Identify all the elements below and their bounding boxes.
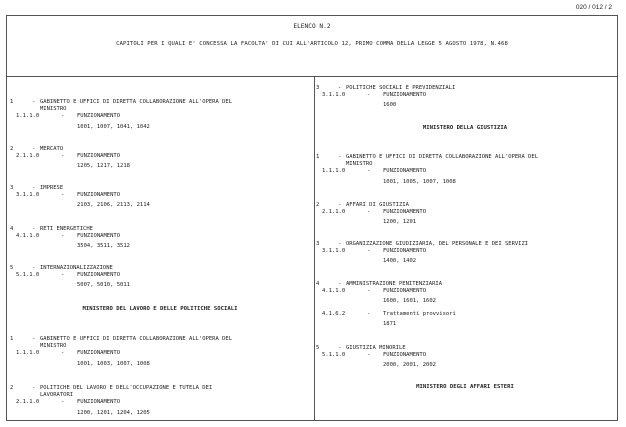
section-number: 4 [316, 281, 320, 287]
item-code: 5.1.1.0 [16, 272, 40, 279]
section-title-continued: LAVORATORI [40, 392, 74, 399]
section-number: 1 [10, 336, 14, 342]
item-code: 4.1.1.0 [322, 288, 346, 295]
chapter-section: 5 - INTERNAZIONALIZZAZIONE 5.1.1.0 - FUNZIONAMENTO 5007, 5010, 5011 [10, 265, 310, 290]
section-title-continued: MINISTRO [40, 106, 67, 113]
section-title: IMPRESE [40, 185, 64, 191]
section-number: 2 [316, 202, 320, 208]
chapter-values: 5007, 5010, 5011 [77, 282, 130, 289]
item-label: FUNZIONAMENTO [383, 168, 427, 175]
section-title: GABINETTO E UFFICI DI DIRETTA COLLABORAZIONE ALL'OPERA DEL [346, 154, 539, 160]
chapter-values: 3504, 3511, 3512 [77, 243, 130, 250]
ministry-heading: MINISTERO DEGLI AFFARI ESTERI [416, 384, 514, 390]
item-label: FUNZIONAMENTO [383, 352, 427, 359]
section-number: 3 [316, 241, 320, 247]
section-title: GIUSTIZIA MINORILE [346, 345, 406, 351]
ministry-heading: MINISTERO DEL LAVORO E DELLE POLITICHE SOCIALI [82, 306, 238, 312]
chapter-section: 4 - RETI ENERGETICHE 4.1.1.0 - FUNZIONAMENTO 3504, 3511, 3512 [10, 226, 310, 251]
section-title: POLITICHE SOCIALI E PREVIDENZIALI [346, 85, 456, 91]
item-label: FUNZIONAMENTO [383, 92, 427, 99]
item-code: 1.1.1.0 [322, 168, 346, 175]
section-title-continued: MINISTRO [40, 343, 67, 350]
page-number: 020 / 012 / 2 [575, 4, 612, 11]
section-number: 1 [316, 154, 320, 160]
section-number: 5 [316, 345, 320, 351]
section-number: 2 [10, 385, 14, 391]
chapter-values: 1001, 1003, 1007, 1008 [77, 360, 150, 367]
chapter-section: 1 - GABINETTO E UFFICI DI DIRETTA COLLABORAZIONE ALL'OPERA DEL MINISTRO 1.1.1.0 - FUNZIONAMENTO 1001, 1007, 1041, 1042 [10, 99, 310, 131]
section-number: 2 [10, 146, 14, 152]
item-label: FUNZIONAMENTO [77, 399, 121, 406]
item-code: 1.1.1.0 [16, 113, 40, 120]
chapter-values: 1001, 1007, 1041, 1042 [77, 123, 150, 130]
section-title: GABINETTO E UFFICI DI DIRETTA COLLABORAZIONE ALL'OPERA DEL [40, 336, 233, 342]
chapter-section: 5 - GIUSTIZIA MINORILE 5.1.1.0 - FUNZIONAMENTO 2000, 2001, 2002 [316, 345, 614, 370]
document-frame [6, 15, 618, 421]
document-title: ELENCO N.2 [293, 23, 331, 30]
item-label: FUNZIONAMENTO [77, 192, 121, 199]
item-label: FUNZIONAMENTO [77, 153, 121, 160]
section-number: 5 [10, 265, 14, 271]
section-title: AFFARI DI GIUSTIZIA [346, 202, 409, 208]
item-code: 2.1.1.0 [16, 399, 40, 406]
item-code: 1.1.1.0 [16, 350, 40, 357]
item-code: 4.1.1.0 [16, 233, 40, 240]
chapter-section: 3 - IMPRESE 3.1.1.0 - FUNZIONAMENTO 2103, 2106, 2113, 2114 [10, 185, 310, 210]
item-code: 3.1.1.0 [322, 92, 346, 99]
section-title: GABINETTO E UFFICI DI DIRETTA COLLABORAZIONE ALL'OPERA DEL [40, 99, 233, 105]
item-code: 5.1.1.0 [322, 352, 346, 359]
item-label: Trattamenti provvisori [383, 310, 456, 317]
chapter-section: 2 - MERCATO 2.1.1.0 - FUNZIONAMENTO 1205, 1217, 1218 [10, 146, 310, 171]
chapter-section: 2 - POLITICHE DEL LAVORO E DELL'OCCUPAZIONE E TUTELA DEI LAVORATORI 2.1.1.0 - FUNZIONAMENTO 1200, 1201, 1204, 1205 [10, 385, 310, 417]
chapter-section: 3 - POLITICHE SOCIALI E PREVIDENZIALI 3.1.1.0 - FUNZIONAMENTO 1600 [316, 85, 614, 110]
section-number: 3 [316, 85, 320, 91]
chapter-values: 1600 [383, 102, 397, 109]
chapter-values: 1200, 1201 [383, 219, 417, 226]
item-code: 3.1.1.0 [322, 248, 346, 255]
item-label: FUNZIONAMENTO [383, 288, 427, 295]
document-subtitle: CAPITOLI PER I QUALI E' CONCESSA LA FACOLTA' DI CUI ALL'ARTICOLO 12, PRIMO COMMA DELLA LEGGE 5 AGOSTO 1978, N.468 [116, 41, 508, 47]
chapter-section: 4 - AMMINISTRAZIONE PENITENZIARIA 4.1.1.0 - FUNZIONAMENTO 1600, 1601, 1602 4.1.6.2 - Trattamenti provvisori 1871 [316, 281, 614, 328]
chapter-section: 1 - GABINETTO E UFFICI DI DIRETTA COLLABORAZIONE ALL'OPERA DEL MINISTRO 1.1.1.0 - FUNZIONAMENTO 1001, 1003, 1007, 1008 [10, 336, 310, 368]
document-header [7, 16, 617, 77]
section-number: 4 [10, 226, 14, 232]
chapter-values: 2103, 2106, 2113, 2114 [77, 202, 150, 209]
section-title: AMMINISTRAZIONE PENITENZIARIA [346, 281, 443, 287]
ministry-heading: MINISTERO DELLA GIUSTIZIA [422, 125, 508, 131]
chapter-values: 1200, 1201, 1204, 1205 [77, 409, 150, 416]
chapter-values: 1871 [383, 320, 397, 327]
item-code: 2.1.1.0 [322, 209, 346, 216]
chapter-values: 1205, 1217, 1218 [77, 163, 130, 170]
item-label: FUNZIONAMENTO [77, 233, 121, 240]
item-label: FUNZIONAMENTO [383, 248, 427, 255]
section-title: INTERNAZIONALIZZAZIONE [40, 265, 113, 271]
section-title: ORGANIZZAZIONE GIUDIZIARIA, DEL PERSONALE E DEI SERVIZI [346, 241, 529, 247]
chapter-values: 1400, 1402 [383, 258, 417, 265]
item-code: 3.1.1.0 [16, 192, 40, 199]
column-divider [314, 77, 315, 420]
section-title: POLITICHE DEL LAVORO E DELL'OCCUPAZIONE E TUTELA DEI [40, 385, 213, 391]
item-label: FUNZIONAMENTO [77, 272, 121, 279]
chapter-values: 1600, 1601, 1602 [383, 298, 436, 305]
chapter-section: 2 - AFFARI DI GIUSTIZIA 2.1.1.0 - FUNZIONAMENTO 1200, 1201 [316, 202, 614, 227]
section-title: RETI ENERGETICHE [40, 226, 93, 232]
item-code: 2.1.1.0 [16, 153, 40, 160]
section-title: MERCATO [40, 146, 64, 152]
section-title-continued: MINISTRO [346, 161, 373, 168]
section-number: 1 [10, 99, 14, 105]
item-code: 4.1.6.2 [322, 310, 346, 317]
chapter-values: 2000, 2001, 2002 [383, 362, 436, 369]
section-number: 3 [10, 185, 14, 191]
chapter-section: 3 - ORGANIZZAZIONE GIUDIZIARIA, DEL PERSONALE E DEI SERVIZI 3.1.1.0 - FUNZIONAMENTO 1400, 1402 [316, 241, 614, 266]
item-label: FUNZIONAMENTO [383, 209, 427, 216]
item-label: FUNZIONAMENTO [77, 350, 121, 357]
chapter-section: 1 - GABINETTO E UFFICI DI DIRETTA COLLABORAZIONE ALL'OPERA DEL MINISTRO 1.1.1.0 - FUNZIONAMENTO 1001, 1005, 1007, 1008 [316, 154, 614, 186]
chapter-values: 1001, 1005, 1007, 1008 [383, 178, 456, 185]
item-label: FUNZIONAMENTO [77, 113, 121, 120]
